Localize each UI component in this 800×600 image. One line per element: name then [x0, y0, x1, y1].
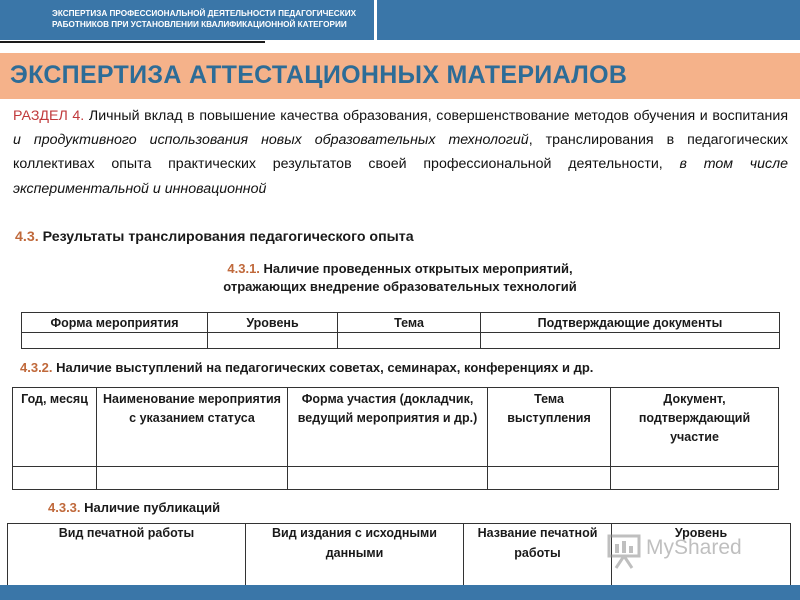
- page-title: ЭКСПЕРТИЗА АТТЕСТАЦИОННЫХ МАТЕРИАЛОВ: [10, 61, 628, 89]
- section-label: РАЗДЕЛ 4.: [13, 108, 85, 124]
- table-header-cell: Форма мероприятия: [22, 313, 208, 333]
- table-header-cell: Вид печатной работы: [8, 524, 246, 586]
- table-cell[interactable]: [611, 467, 779, 490]
- subsection-4-3-2-text: Наличие выступлений на педагогических советах, семинарах, конференциях и др.: [52, 360, 594, 375]
- table-cell[interactable]: [481, 333, 780, 349]
- subsection-4-3-text: Результаты транслирования педагогического опыта: [38, 229, 414, 245]
- presentations-table: [12, 387, 779, 490]
- watermark: [606, 528, 756, 574]
- table-header-cell: Документ, подтверждающий участие: [611, 388, 779, 467]
- table-row: [22, 333, 780, 349]
- header-subtitle-line1: ЭКСПЕРТИЗА ПРОФЕССИОНАЛЬНОЙ ДЕЯТЕЛЬНОСТИ ПЕДАГОГИЧЕСКИХ: [52, 9, 357, 18]
- subsection-4-3-1: [150, 260, 650, 296]
- table-header-cell: Тема: [338, 313, 481, 333]
- table-header-cell: Год, месяц: [13, 388, 97, 467]
- table-header-cell: Уровень: [208, 313, 338, 333]
- header-subtitle: [52, 8, 372, 30]
- subsection-4-3: [15, 229, 414, 245]
- subsection-4-3-num: 4.3.: [15, 229, 39, 245]
- presentation-board-icon: [606, 530, 642, 570]
- subsection-4-3-3: [48, 500, 220, 515]
- subsection-4-3-2-num: 4.3.2.: [20, 360, 53, 375]
- subsection-4-3-3-num: 4.3.3.: [48, 500, 81, 515]
- header-bar: [44, 0, 374, 40]
- table-cell[interactable]: [338, 333, 481, 349]
- section-paragraph: [13, 104, 788, 201]
- table-cell[interactable]: [208, 333, 338, 349]
- subsection-4-3-1-num: 4.3.1.: [227, 261, 260, 276]
- footer-bar: [0, 585, 800, 600]
- table-header-cell: Подтверждающие документы: [481, 313, 780, 333]
- table-header-row: [22, 313, 780, 333]
- table-header-cell: Вид издания с исходными данными: [246, 524, 464, 586]
- table-header-row: [13, 388, 779, 467]
- table-cell[interactable]: [288, 467, 488, 490]
- table-cell[interactable]: [22, 333, 208, 349]
- subsection-4-3-3-text: Наличие публикаций: [80, 500, 221, 515]
- subsection-4-3-1-line2: отражающих внедрение образовательных технологий: [223, 279, 577, 294]
- table-cell[interactable]: [488, 467, 611, 490]
- events-table: [21, 312, 780, 349]
- watermark-text: MyShared: [646, 536, 742, 559]
- table-cell[interactable]: [97, 467, 288, 490]
- table-header-cell: Тема выступления: [488, 388, 611, 467]
- section-text-a: Личный вклад в повышение качества образования, совершенствование методов обучения и воспитания: [84, 108, 788, 124]
- subsection-4-3-2: [20, 360, 593, 375]
- table-header-cell: Уровень: [612, 524, 791, 586]
- title-band: [0, 53, 800, 99]
- header-underline: [0, 41, 265, 43]
- subsection-4-3-1-line1: Наличие проведенных открытых мероприятий,: [259, 261, 573, 276]
- table-header-cell: Наименование мероприятия с указанием статуса: [97, 388, 288, 467]
- section-text-b: и продуктивного использования новых образовательных технологий: [13, 132, 529, 149]
- table-row: [13, 467, 779, 490]
- table-header-cell: Форма участия (докладчик, ведущий мероприятия и др.): [288, 388, 488, 467]
- table-header-cell: Название печатной работы: [464, 524, 612, 586]
- section-text-c: , транслирования в педагогических коллективах опыта практических результатов своей профессиональной деятельности,: [13, 132, 789, 173]
- header-right-block: [377, 0, 800, 40]
- header-subtitle-line2: РАБОТНИКОВ ПРИ УСТАНОВЛЕНИИ КВАЛИФИКАЦИОННОЙ КАТЕГОРИИ: [52, 20, 347, 29]
- section-text-d: в том числе экспериментальной и инновационной: [13, 156, 788, 197]
- table-cell[interactable]: [13, 467, 97, 490]
- header-left-block: [0, 0, 44, 40]
